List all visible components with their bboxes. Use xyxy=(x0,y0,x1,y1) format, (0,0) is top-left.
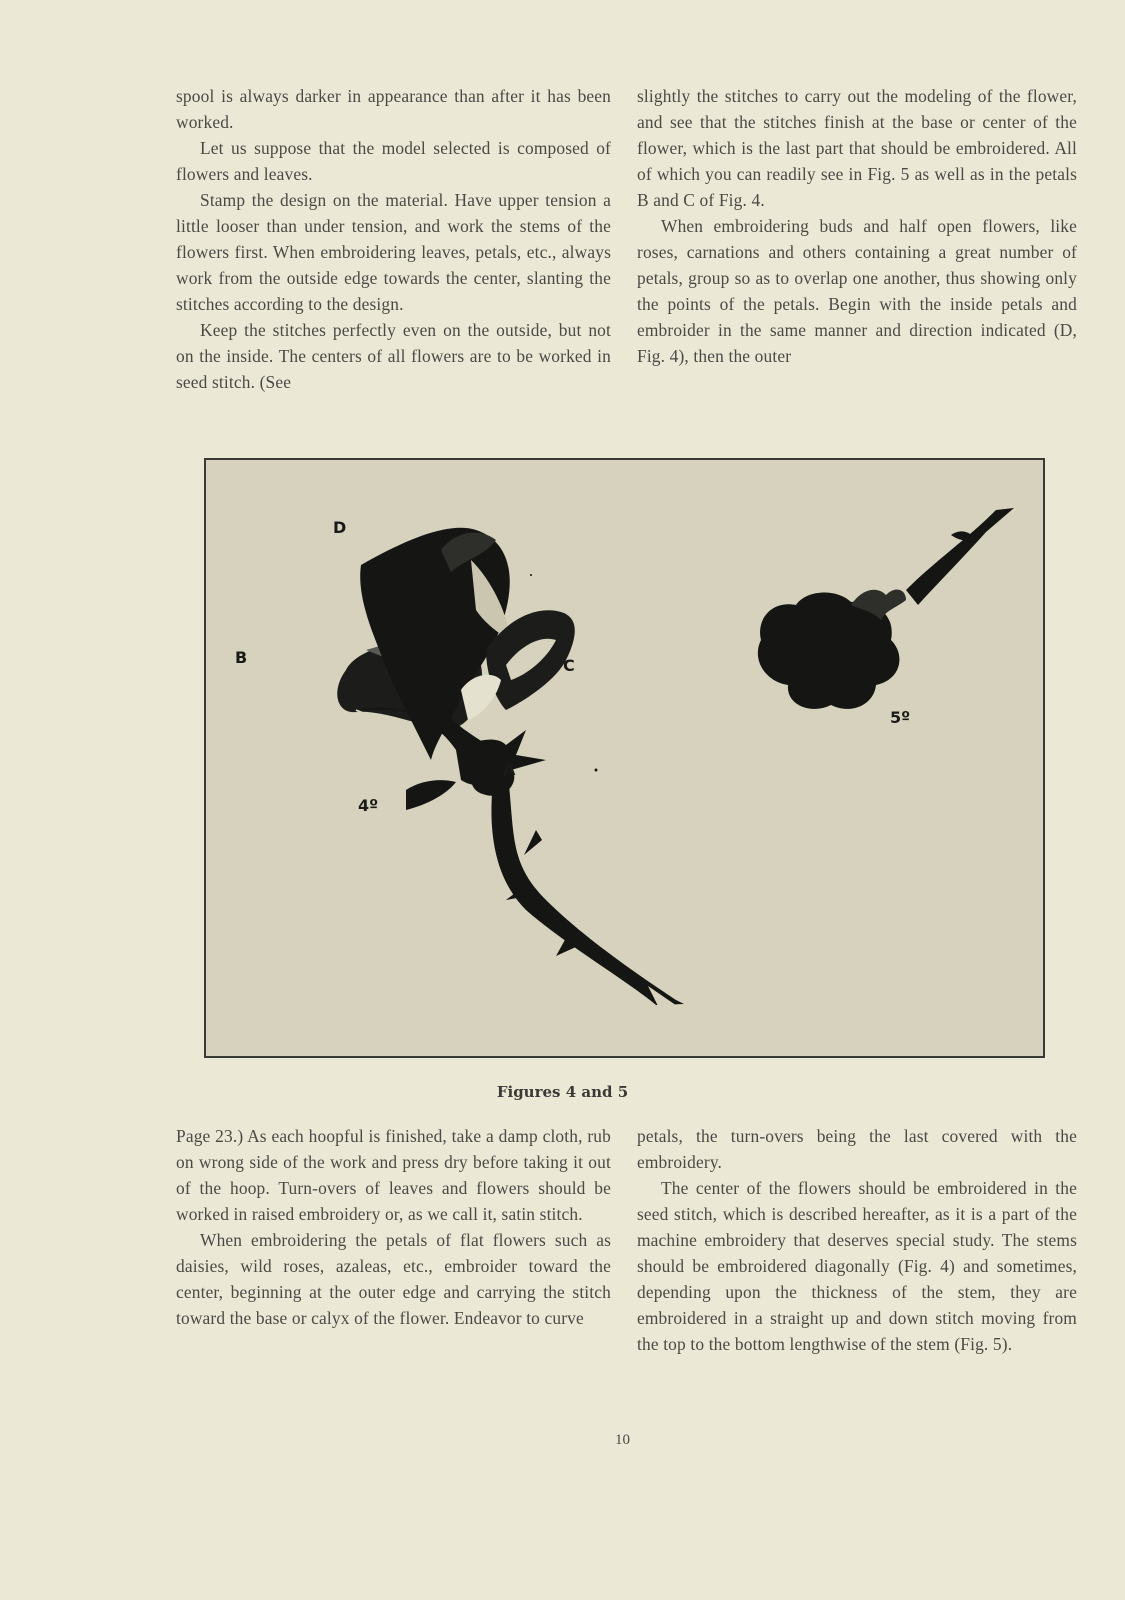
paragraph: spool is always darker in appearance than after it has been worked. xyxy=(176,86,611,132)
paragraph: Let us suppose that the model selected is composed of flowers and leaves. xyxy=(176,138,611,184)
label-c: C xyxy=(563,656,575,675)
text-column-bottom-left xyxy=(176,1123,611,1331)
label-b: B xyxy=(235,648,248,667)
paragraph: When embroidering buds and half open flowers, like roses, carnations and others containing a great number of petals, group so as to overlap one another, thus showing only the points of the petals. Begin with the inside petals and embroider in the same manner and direction indicated (D, Fig. 4), then the outer xyxy=(637,216,1077,366)
embroidery-figure xyxy=(204,458,1045,1058)
paragraph: slightly the stitches to carry out the modeling of the flower, and see that the stitches finish at the base or center of the flower, which is the last part that should be embroidered. All of which you can readily see in Fig. 5 as well as in the petals B and C of Fig. 4. xyxy=(637,86,1077,210)
flower-illustration xyxy=(206,460,1043,1056)
label-d: D xyxy=(333,518,347,537)
paragraph: Keep the stitches perfectly even on the outside, but not on the inside. The centers of all flowers are to be worked in seed stitch. (See xyxy=(176,320,611,392)
paragraph: Stamp the design on the material. Have upper tension a little looser than under tension, and work the stems of the flowers first. When embroidering leaves, petals, etc., always work from the outside edge towards the center, slanting the stitches according to the design. xyxy=(176,190,611,314)
paragraph: The center of the flowers should be embroidered in the seed stitch, which is described hereafter, as it is a part of the machine embroidery that deserves special study. The stems should be embroidered diagonally (Fig. 4) and sometimes, depending upon the thickness of the stem, they are embroidered in a straight up and down stitch moving from the top to the bottom lengthwise of the stem (Fig. 5). xyxy=(637,1178,1077,1354)
text-column-bottom-right xyxy=(637,1123,1077,1357)
text-column-top-left xyxy=(176,83,611,395)
paragraph: When embroidering the petals of flat flowers such as daisies, wild roses, azaleas, etc., embroider toward the center, beginning at the outer edge and carrying the stitch toward the base or calyx of the flower. Endeavor to curve xyxy=(176,1230,611,1328)
text-column-top-right xyxy=(637,83,1077,369)
figure-caption: Figures 4 and 5 xyxy=(496,1083,629,1101)
label-fig4: 4º xyxy=(358,796,379,815)
paragraph: petals, the turn-overs being the last covered with the embroidery. xyxy=(637,1126,1077,1172)
label-fig5: 5º xyxy=(890,708,911,727)
page-number: 10 xyxy=(615,1432,630,1448)
label-a: A xyxy=(503,760,516,779)
paragraph: Page 23.) As each hoopful is finished, take a damp cloth, rub on wrong side of the work and press dry before taking it out of the hoop. Turn-overs of leaves and flowers should be worked in raised embroidery or, as we call it, satin stitch. xyxy=(176,1126,611,1224)
